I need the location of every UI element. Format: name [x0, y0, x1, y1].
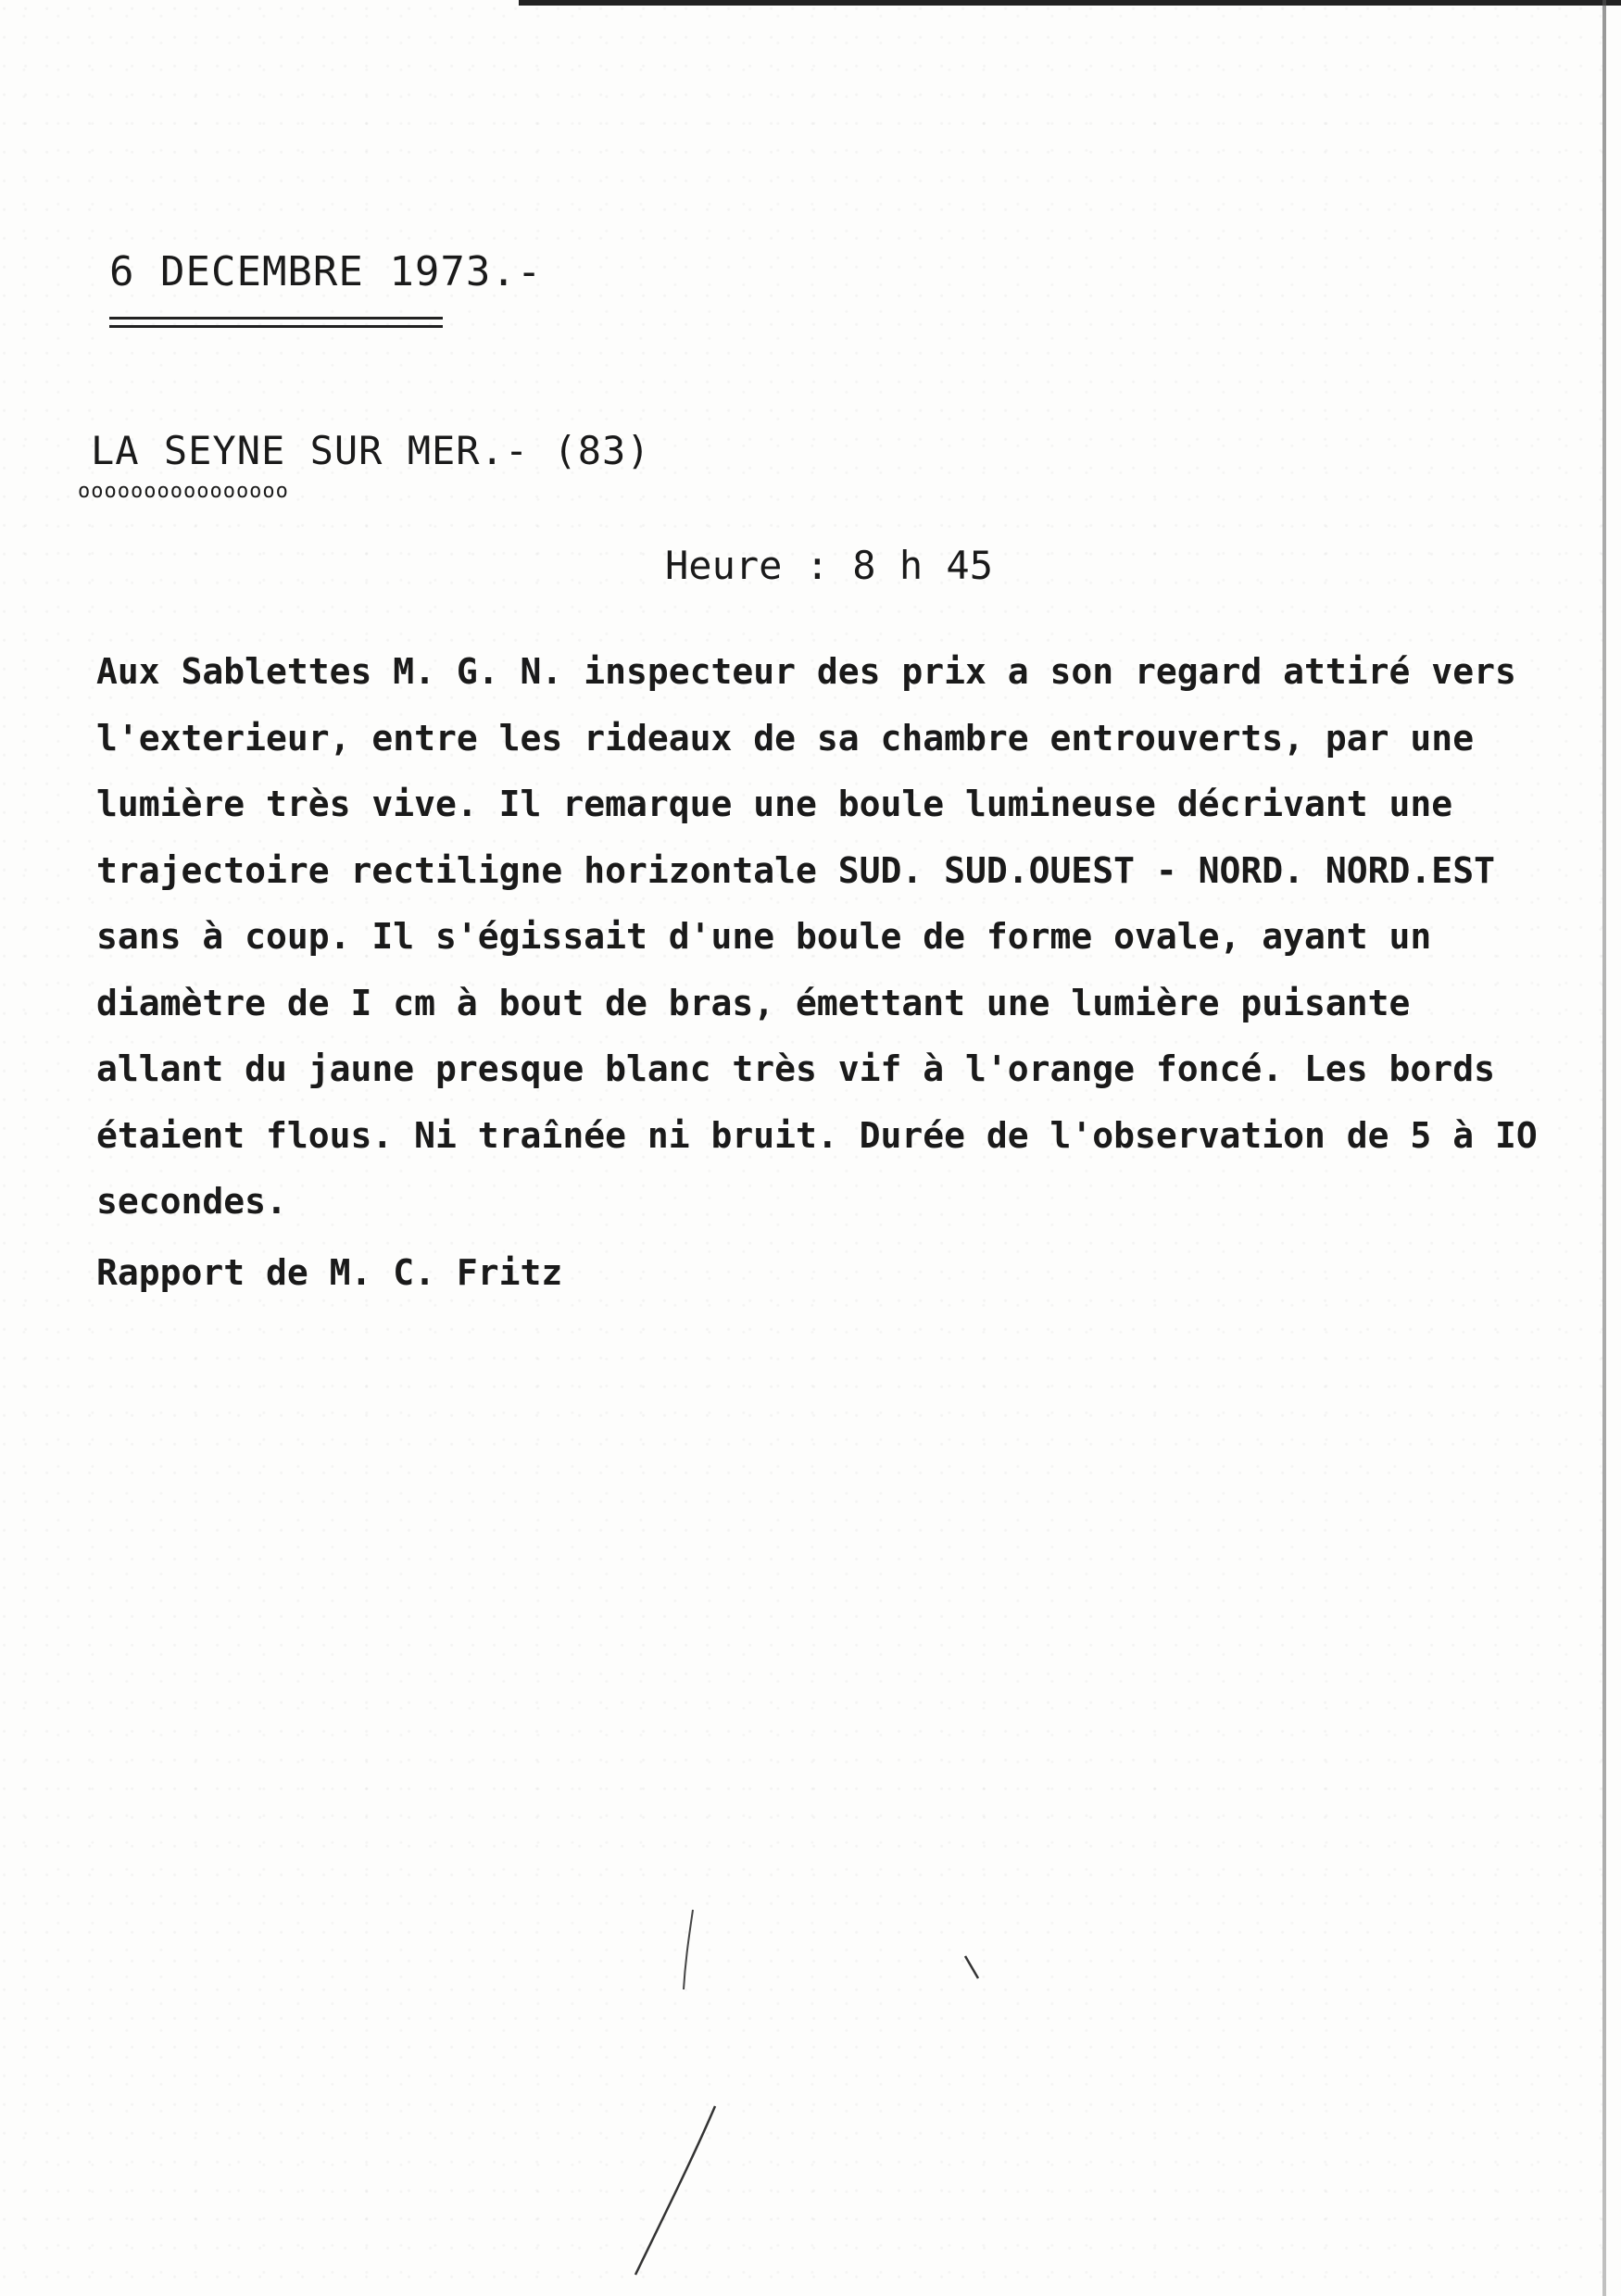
report-line: diamètre de I cm à bout de bras, émettant une lumière puisante — [96, 982, 1411, 1023]
report-line: sans à coup. Il s'égissait d'une boule de forme ovale, ayant un — [96, 916, 1432, 957]
date-double-underline — [109, 317, 443, 328]
pen-mark — [676, 1908, 704, 1991]
report-signature: Rapport de M. C. Fritz — [96, 1252, 563, 1293]
document-place: LA SEYNE SUR MER.- (83) — [91, 428, 651, 473]
report-body — [96, 639, 1578, 1236]
place-underline: oooooooooooooooo — [78, 480, 289, 503]
document-date: 6 DECEMBRE 1973.- — [109, 248, 543, 295]
report-line: secondes. — [96, 1181, 287, 1222]
pen-mark — [963, 1954, 982, 1982]
page-right-border — [1602, 0, 1606, 2296]
page-top-border — [519, 0, 1621, 6]
report-line: étaient flous. Ni traînée ni bruit. Durée de l'observation de 5 à IO — [96, 1114, 1538, 1156]
report-line: lumière très vive. Il remarque une boule lumineuse décrivant une — [96, 784, 1453, 824]
observation-time: Heure : 8 h 45 — [665, 543, 994, 588]
report-line: allant du jaune presque blanc très vif à l'orange foncé. Les bords — [96, 1048, 1495, 1089]
report-line: Aux Sablettes M. G. N. inspecteur des prix a son regard attiré vers — [96, 651, 1516, 692]
pen-mark — [628, 2102, 721, 2278]
report-line: l'exterieur, entre les rideaux de sa chambre entrouverts, par une — [96, 717, 1475, 759]
report-line: trajectoire rectiligne horizontale SUD. SUD.OUEST - NORD. NORD.EST — [96, 849, 1495, 891]
